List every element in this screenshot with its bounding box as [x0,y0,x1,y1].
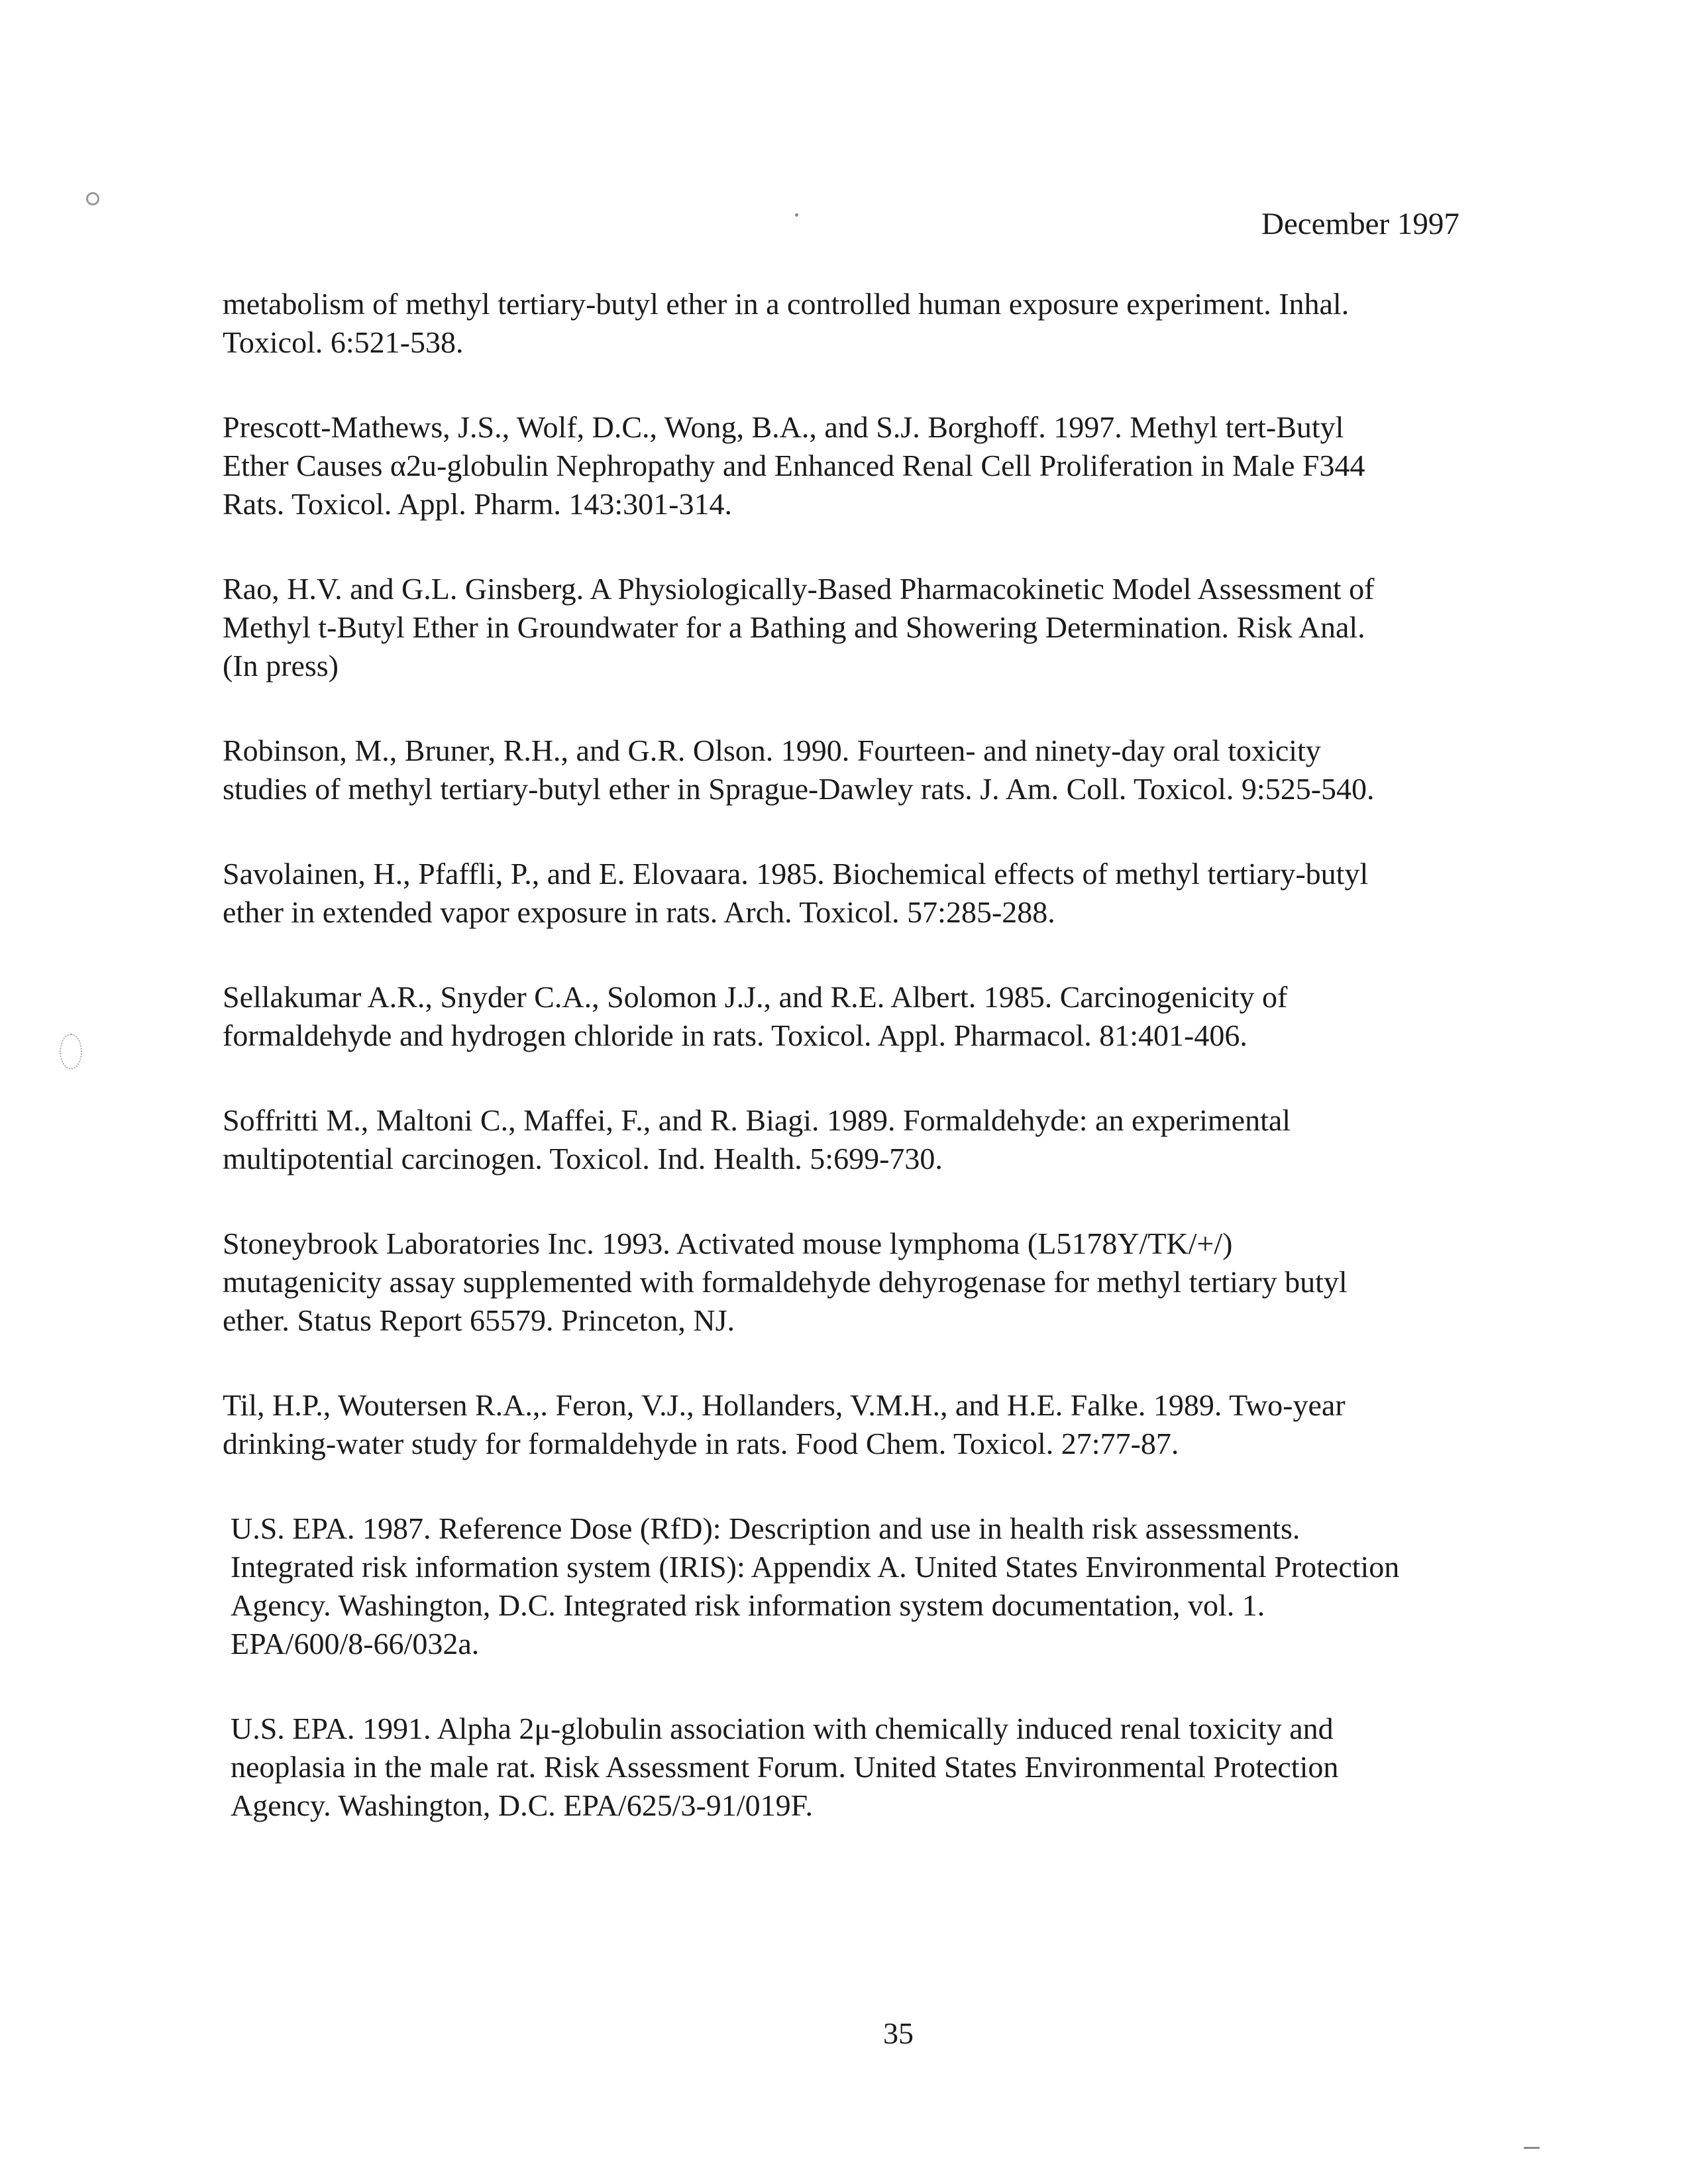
reference-line: Til, H.P., Woutersen R.A.,. Feron, V.J., Hollanders, V.M.H., and H.E. Falke. 1989. Two-year [223,1388,1346,1422]
reference-line: Agency. Washington, D.C. EPA/625/3-91/019F. [231,1788,813,1822]
reference-line: Ether Causes α2u-globulin Nephropathy and Enhanced Renal Cell Proliferation in Male F344 [223,449,1365,482]
reference-line: drinking-water study for formaldehyde in rats. Food Chem. Toxicol. 27:77-87. [223,1427,1179,1460]
reference-entry [223,732,1534,808]
reference-line: Toxicol. 6:521-538. [223,325,464,359]
scan-speck [60,1034,82,1069]
scan-speck [86,192,99,205]
reference-line: neoplasia in the male rat. Risk Assessment Forum. United States Environmental Protection [231,1750,1339,1784]
reference-line: U.S. EPA. 1991. Alpha 2μ-globulin association with chemically induced renal toxicity and [231,1712,1334,1745]
reference-line: Robinson, M., Bruner, R.H., and G.R. Olson. 1990. Fourteen- and ninety-day oral toxicity [223,734,1321,767]
reference-entry [223,1386,1534,1463]
reference-entry [223,1101,1534,1178]
reference-line: mutagenicity assay supplemented with formaldehyde dehyrogenase for methyl tertiary butyl [223,1265,1348,1299]
reference-entry [223,855,1534,932]
reference-line: Stoneybrook Laboratories Inc. 1993. Activated mouse lymphoma (L5178Y/TK/+/) [223,1227,1233,1260]
reference-line: Methyl t-Butyl Ether in Groundwater for a Bathing and Showering Determination. Risk Anal. [223,610,1365,644]
scan-speck [1524,2147,1540,2149]
header-date: December 1997 [1261,207,1459,241]
reference-line: Prescott-Mathews, J.S., Wolf, D.C., Wong, B.A., and S.J. Borghoff. 1997. Methyl tert-Butyl [223,410,1344,444]
reference-line: Integrated risk information system (IRIS): Appendix A. United States Environmental Protection [231,1550,1400,1584]
reference-line: Rao, H.V. and G.L. Ginsberg. A Physiologically-Based Pharmacokinetic Model Assessment of [223,572,1375,606]
reference-list [223,285,1534,1825]
reference-line: U.S. EPA. 1987. Reference Dose (RfD): Description and use in health risk assessments. [231,1511,1300,1545]
reference-line: studies of methyl tertiary-butyl ether in Sprague-Dawley rats. J. Am. Coll. Toxicol. 9:525-540. [223,772,1375,806]
reference-line: EPA/600/8-66/032a. [231,1627,480,1661]
reference-line: Rats. Toxicol. Appl. Pharm. 143:301-314. [223,487,732,521]
reference-entry [223,285,1534,362]
reference-line: metabolism of methyl tertiary-butyl ether in a controlled human exposure experiment. Inhal. [223,287,1350,321]
reference-entry [223,408,1534,523]
reference-line: Soffritti M., Maltoni C., Maffei, F., and R. Biagi. 1989. Formaldehyde: an experimental [223,1103,1291,1137]
reference-line: ether. Status Report 65579. Princeton, NJ. [223,1303,735,1337]
reference-entry [223,1710,1534,1825]
reference-entry [223,570,1534,685]
reference-entry [223,978,1534,1055]
reference-line: Agency. Washington, D.C. Integrated risk information system documentation, vol. 1. [231,1588,1265,1622]
reference-line: (In press) [223,649,339,682]
reference-line: multipotential carcinogen. Toxicol. Ind. Health. 5:699-730. [223,1142,943,1175]
scan-speck [795,213,798,217]
reference-line: Savolainen, H., Pfaffli, P., and E. Elovaara. 1985. Biochemical effects of methyl tertiary-butyl [223,857,1369,891]
page-number: 35 [883,2016,914,2050]
reference-line: formaldehyde and hydrogen chloride in rats. Toxicol. Appl. Pharmacol. 81:401-406. [223,1018,1247,1052]
reference-entry [223,1225,1534,1340]
reference-line: Sellakumar A.R., Snyder C.A., Solomon J.J., and R.E. Albert. 1985. Carcinogenicity of [223,980,1288,1014]
reference-entry [223,1509,1534,1663]
reference-line: ether in extended vapor exposure in rats. Arch. Toxicol. 57:285-288. [223,895,1055,929]
